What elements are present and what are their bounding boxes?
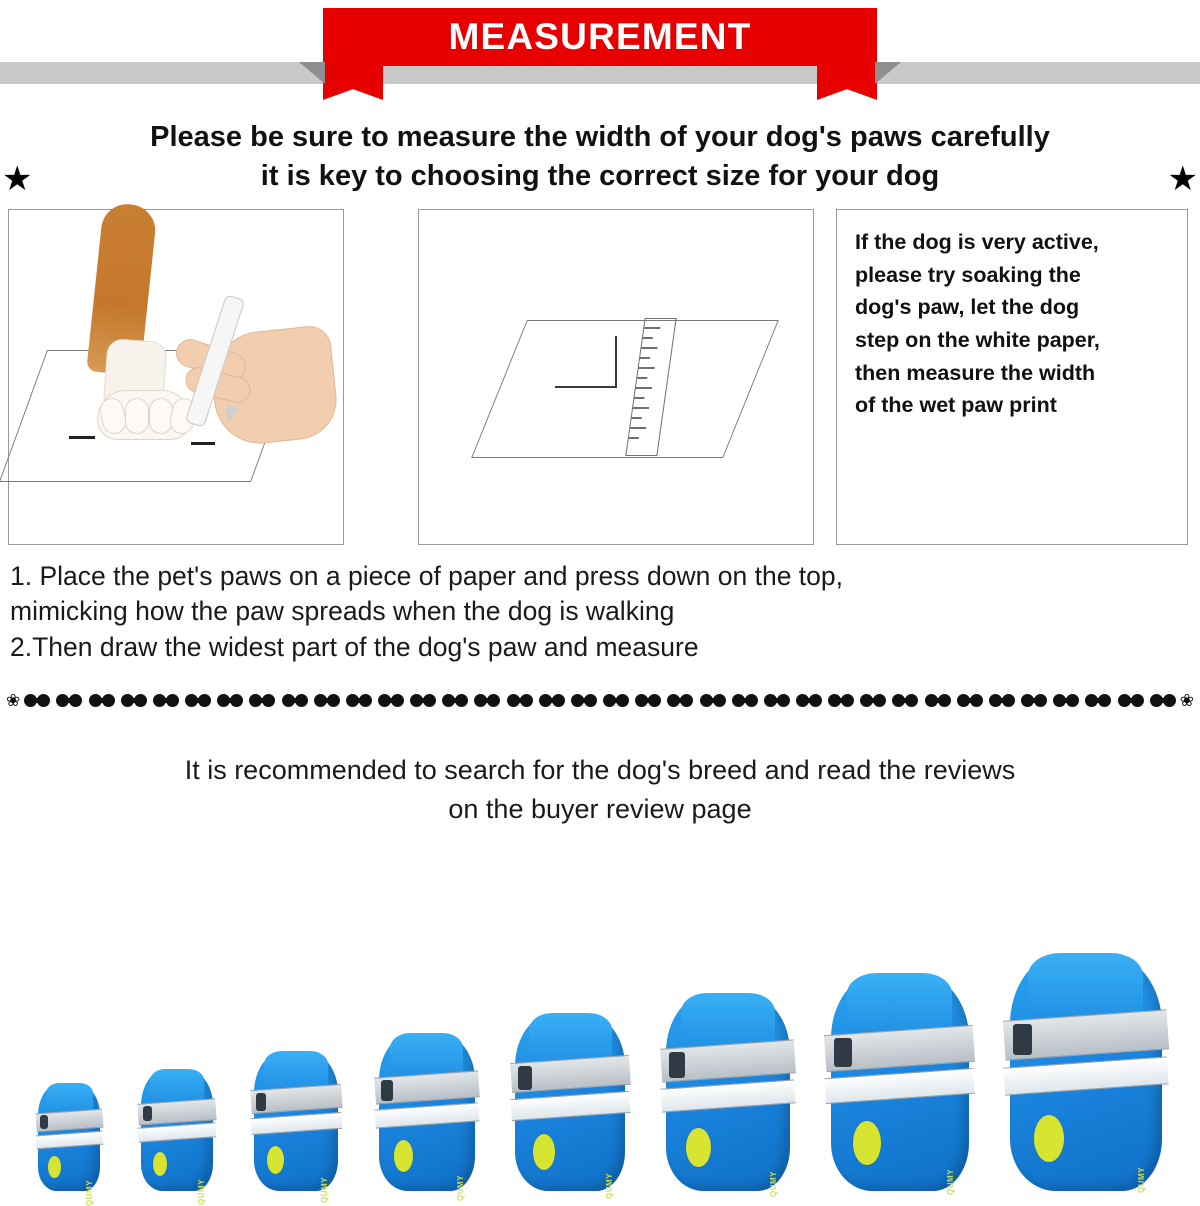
instruction-line-3: 2.Then draw the widest part of the dog's paw and measure [10,631,699,662]
boot-buckle-icon [518,1066,532,1089]
star-right-icon: ★ [1167,160,1198,198]
bone-icon [474,694,500,707]
bone-icon [217,694,243,707]
boot-buckle-icon [834,1038,852,1066]
bone-icon [700,694,726,707]
instruction-line-2: mimicking how the paw spreads when the dog is walking [10,596,675,627]
paw-logo-icon [1034,1115,1064,1163]
headline-line-1: Please be sure to measure the width of your dog's paws carefully [150,121,1050,153]
paw-logo-icon [394,1140,413,1172]
paw-logo-icon [533,1134,555,1170]
bone-icon [860,694,886,707]
paw-logo-icon [686,1128,711,1168]
boot-brand-label: QUMY [768,1171,778,1198]
boot-brand-label: QUMY [85,1180,95,1206]
measure-mark-right [191,442,215,445]
paw-logo-icon [267,1146,284,1174]
note-line: If the dog is very active, [855,230,1099,255]
bone-icon [989,694,1015,707]
boot-buckle-icon [381,1080,393,1101]
paw-print-icon-right: ❀ [1179,691,1194,711]
drawn-width-line [555,386,617,388]
boot-buckle-icon [143,1106,152,1122]
bone-icon [282,694,308,707]
ribbon-center [323,8,877,66]
boot-item [254,1051,338,1203]
bone-icon [1150,694,1176,707]
bone-icon [635,694,661,707]
bone-row [20,694,1180,707]
bone-icon [925,694,951,707]
boot-brand-label: QUMY [196,1178,206,1205]
banner-title: MEASUREMENT [448,16,752,57]
measurement-banner [0,0,1200,100]
boot-buckle-icon [669,1052,685,1078]
boot-item [38,1083,100,1206]
bone-icon [892,694,918,707]
note-line: step on the white paper, [855,328,1100,353]
bone-icon [957,694,983,707]
measure-mark-left [69,436,95,439]
bone-icon [1021,694,1047,707]
note-line: of the wet paw print [855,393,1057,418]
bone-icon [796,694,822,707]
bone-icon [153,694,179,707]
paw-print-icon-left: ❀ [6,691,21,711]
dog-toe-icon [149,398,173,434]
bone-icon [249,694,275,707]
note-line: please try soaking the [855,262,1081,287]
bone-icon [378,694,404,707]
illustration-panels [0,209,1200,545]
bone-icon [1053,694,1079,707]
bone-icon [442,694,468,707]
panel-ruler-measure [418,209,814,545]
boot-brand-label: QUMY [320,1177,330,1203]
bone-icon [89,694,115,707]
bone-icon [1085,694,1111,707]
bone-icon [764,694,790,707]
paw-logo-icon [853,1121,881,1165]
star-left-icon: ★ [2,160,33,198]
boot-item [379,1033,475,1202]
boot-brand-label: QUMY [456,1175,466,1202]
boot-item [515,1013,625,1200]
paw-logo-icon [153,1152,167,1176]
drawn-edge-line [615,336,617,388]
bone-icon [410,694,436,707]
ribbon-tail-right [817,66,877,100]
boot-brand-label: QUMY [1137,1167,1147,1194]
bone-icon [603,694,629,707]
boot-item [831,973,969,1196]
bone-icon [346,694,372,707]
headline-line-2: it is key to choosing the correct size for your dog [260,159,940,192]
headline-block [0,118,1200,198]
bone-icon [24,694,50,707]
note-line: dog's paw, let the dog [855,295,1080,320]
bone-icon [314,694,340,707]
bone-icon [56,694,82,707]
boot-item [141,1069,213,1205]
bone-icon [121,694,147,707]
bone-icon [185,694,211,707]
bone-divider [6,687,1194,715]
boot-buckle-icon [256,1093,267,1111]
bone-icon [539,694,565,707]
bone-icon [571,694,597,707]
boot-buckle-icon [1013,1024,1033,1055]
recommendation-line-1: It is recommended to search for the dog's breed and read the reviews [184,754,1016,785]
note-line: then measure the width [855,360,1096,385]
bone-icon [732,694,758,707]
ribbon-tail-left [323,66,383,100]
bone-icon [507,694,533,707]
dog-toe-icon [125,398,149,434]
bone-icon [1118,694,1144,707]
instruction-line-1: 1. Place the pet's paws on a piece of paper and press down on the top, [10,561,844,592]
bone-icon [828,694,854,707]
boot-brand-label: QUMY [946,1169,956,1196]
boot-item [666,993,790,1198]
panel-active-dog-note [836,209,1188,545]
boot-size-lineup [0,945,1200,1206]
paw-logo-icon [48,1156,60,1178]
boot-item [1010,953,1162,1194]
boot-buckle-icon [40,1115,48,1129]
recommendation-line-2: on the buyer review page [448,793,752,824]
bone-icon [667,694,693,707]
recommendation-block [0,751,1200,829]
paper-sheet-illustration [471,320,779,458]
boot-brand-label: QUMY [605,1173,615,1200]
panel-paw-trace [8,209,344,545]
instructions-block [0,545,1200,665]
